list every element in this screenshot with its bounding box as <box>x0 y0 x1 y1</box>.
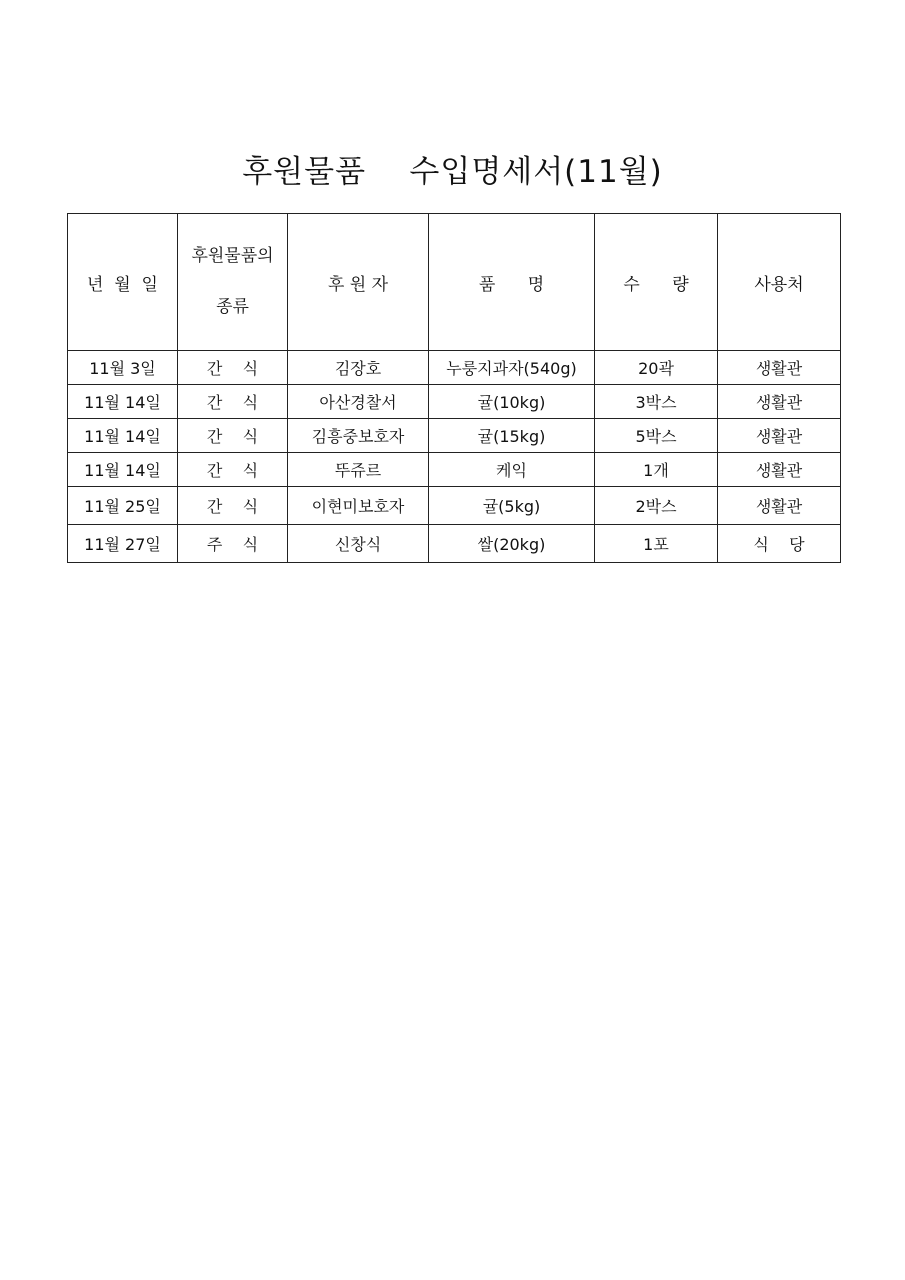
header-type <box>178 214 288 351</box>
cell-item: 누룽지과자(540g) <box>429 351 595 385</box>
table-row <box>68 487 841 525</box>
cell-donor: 이현미보호자 <box>288 487 429 525</box>
table-header-row <box>68 214 841 351</box>
header-quantity: 수 량 <box>595 214 718 351</box>
cell-type: 간 식 <box>178 419 288 453</box>
donation-receipt-table <box>67 213 841 563</box>
header-item: 품 명 <box>429 214 595 351</box>
header-type-line1: 후원물품의 <box>191 246 274 266</box>
cell-usage: 생활관 <box>718 419 841 453</box>
cell-quantity: 2박스 <box>595 487 718 525</box>
cell-donor: 신창식 <box>288 525 429 563</box>
table-row <box>68 453 841 487</box>
cell-usage: 생활관 <box>718 351 841 385</box>
cell-date: 11월 14일 <box>68 419 178 453</box>
cell-date: 11월 14일 <box>68 385 178 419</box>
cell-item: 쌀(20kg) <box>429 525 595 563</box>
cell-donor: 뚜쥬르 <box>288 453 429 487</box>
cell-date: 11월 3일 <box>68 351 178 385</box>
cell-quantity: 1개 <box>595 453 718 487</box>
cell-type: 간 식 <box>178 385 288 419</box>
cell-usage: 생활관 <box>718 385 841 419</box>
cell-usage: 생활관 <box>718 453 841 487</box>
cell-donor: 김흥중보호자 <box>288 419 429 453</box>
cell-item: 케익 <box>429 453 595 487</box>
cell-item: 귤(15kg) <box>429 419 595 453</box>
cell-quantity: 20곽 <box>595 351 718 385</box>
cell-type: 간 식 <box>178 487 288 525</box>
header-donor: 후 원 자 <box>288 214 429 351</box>
cell-type: 간 식 <box>178 453 288 487</box>
cell-donor: 아산경찰서 <box>288 385 429 419</box>
cell-quantity: 1포 <box>595 525 718 563</box>
cell-type: 간 식 <box>178 351 288 385</box>
table-row <box>68 525 841 563</box>
cell-donor: 김장호 <box>288 351 429 385</box>
document-title: 후원물품 수입명세서(11월) <box>242 154 663 190</box>
cell-quantity: 5박스 <box>595 419 718 453</box>
cell-date: 11월 25일 <box>68 487 178 525</box>
cell-item: 귤(5kg) <box>429 487 595 525</box>
header-usage: 사용처 <box>718 214 841 351</box>
cell-quantity: 3박스 <box>595 385 718 419</box>
cell-date: 11월 14일 <box>68 453 178 487</box>
header-date: 년 월 일 <box>68 214 178 351</box>
cell-item: 귤(10kg) <box>429 385 595 419</box>
header-type-line2: 종류 <box>216 297 249 317</box>
cell-usage: 식 당 <box>718 525 841 563</box>
table-row <box>68 385 841 419</box>
cell-date: 11월 27일 <box>68 525 178 563</box>
cell-type: 주 식 <box>178 525 288 563</box>
cell-usage: 생활관 <box>718 487 841 525</box>
table-row <box>68 351 841 385</box>
table-row <box>68 419 841 453</box>
